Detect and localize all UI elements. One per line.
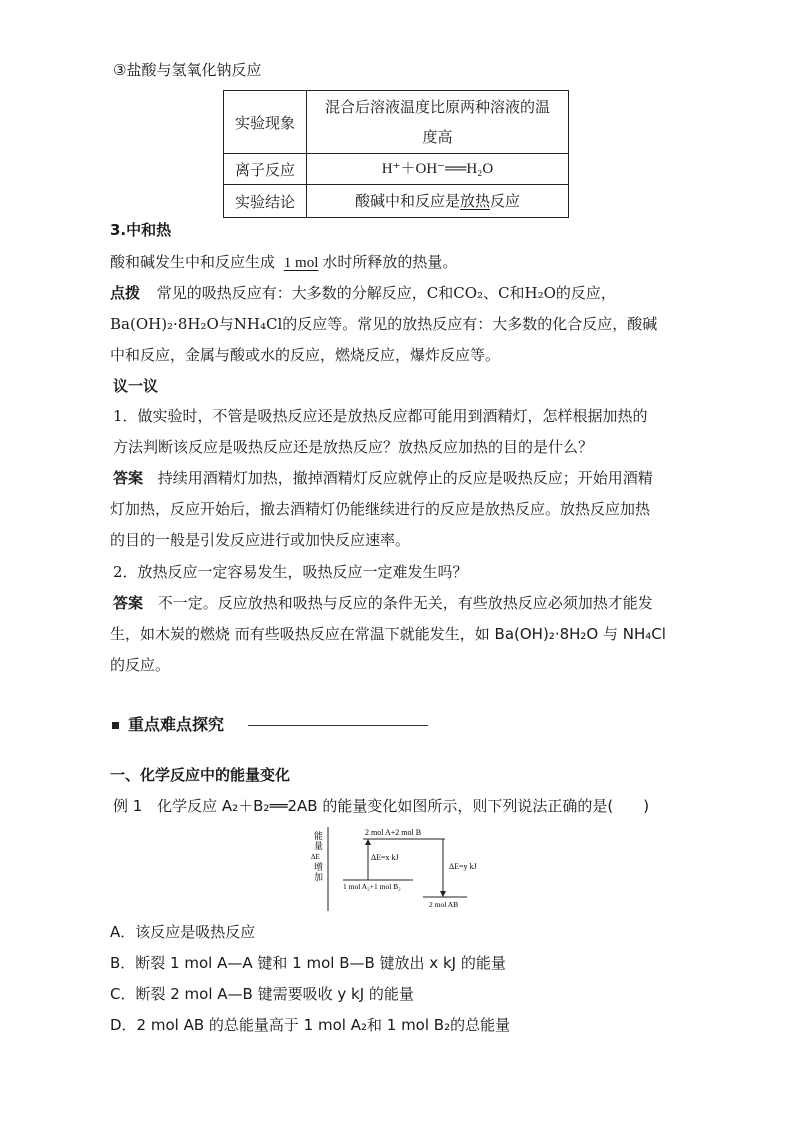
tip-line: Ba(OH)₂·8H₂O与NH₄Cl的反应等。常见的放热反应有：大多数的化合反应，酸碱	[110, 315, 658, 333]
section-title: 重点难点探究	[128, 715, 225, 734]
row-label: 实验现象	[224, 91, 307, 154]
option-d: D．2 mol AB 的总能量高于 1 mol A₂和 1 mol B₂的总能量	[110, 1016, 511, 1034]
axis-label: ΔE	[311, 853, 320, 861]
discuss-heading: 议一议	[113, 377, 159, 395]
row-value	[307, 91, 569, 154]
axis-label: 量	[314, 841, 324, 851]
example-question	[113, 796, 649, 816]
tip-label: 点拨	[110, 284, 141, 302]
example-label: 例 1	[113, 797, 143, 815]
option-c: C．断裂 2 mol A—B 键需要吸收 y kJ 的能量	[110, 985, 414, 1003]
value-suffix: 反应	[490, 192, 521, 210]
answer-line: 的目的一般是引发反应进行或加快反应速率。	[110, 531, 411, 549]
def-prefix: 酸和碱发生中和反应生成	[110, 253, 276, 271]
row-value	[307, 185, 569, 218]
subsection-title: 一、化学反应中的能量变化	[110, 766, 291, 784]
delta-y-label: ΔE=y kJ	[449, 862, 477, 871]
row-value: H⁺＋OH⁻══H₂O	[307, 154, 569, 185]
answer-label: 答案	[113, 469, 144, 487]
def-suffix: 水时所释放的热量。	[322, 253, 458, 271]
tip-line: 中和反应，金属与酸或水的反应，燃烧反应，爆炸反应等。	[110, 346, 501, 364]
def-emph: 1 mol	[283, 255, 319, 271]
answer-line: 的反应。	[110, 656, 171, 674]
tip-text: 常见的吸热反应有：大多数的分解反应，C和CO₂、C和H₂O的反应，	[156, 284, 616, 302]
axis-label: 能	[314, 831, 324, 841]
axis-label: 加	[314, 872, 324, 882]
section-rule	[248, 725, 428, 726]
answer-line	[113, 468, 653, 488]
answer-label: 答案	[113, 594, 144, 612]
question-line: 方法判断该反应是吸热反应还是放热反应？放热反应加热的目的是什么？	[113, 438, 594, 456]
energy-diagram	[305, 825, 495, 915]
option-b: B．断裂 1 mol A—A 键和 1 mol B—B 键放出 x kJ 的能量	[110, 954, 506, 972]
table-row	[224, 91, 569, 154]
axis-label: 增	[314, 862, 324, 872]
level-label-right: 2 mol AB	[429, 900, 459, 909]
answer-text: 持续用酒精灯加热，撤掉酒精灯反应就停止的反应是吸热反应；开始用酒精	[157, 469, 653, 487]
level-label-top: 2 mol A+2 mol B	[365, 828, 422, 837]
option-a: A．该反应是吸热反应	[110, 923, 256, 941]
answer-line: 灯加热，反应开始后，撤去酒精灯仍能继续进行的反应是放热反应。放热反应加热	[110, 500, 651, 518]
table-row	[224, 154, 569, 185]
answer-line	[113, 593, 653, 613]
row-label: 离子反应	[224, 154, 307, 185]
question-line: 2．放热反应一定容易发生，吸热反应一定难发生吗？	[113, 563, 468, 581]
answer-text: 不一定。反应放热和吸热与反应的条件无关，有些放热反应必须加热才能发	[157, 594, 653, 612]
section-square-icon	[112, 722, 119, 729]
intro-item: ③盐酸与氢氧化钠反应	[113, 61, 262, 79]
definition-text	[110, 252, 457, 273]
delta-x-label: ΔE=x kJ	[371, 853, 399, 862]
row-value-line: 度高	[422, 128, 453, 146]
row-value-line: 混合后溶液温度比原两种溶液的温	[324, 98, 550, 116]
experiment-table	[223, 90, 569, 218]
example-text: 化学反应 A₂＋B₂══2AB 的能量变化如图所示，则下列说法正确的是( )	[157, 797, 650, 815]
row-label: 实验结论	[224, 185, 307, 218]
level-label-left: 1 mol A₂+1 mol B₂	[343, 882, 401, 891]
table-row	[224, 185, 569, 218]
tip-line	[110, 283, 616, 303]
answer-line: 生，如木炭的燃烧 而有些吸热反应在常温下就能发生，如 Ba(OH)₂·8H₂O 与 NH₄Cl	[110, 625, 666, 643]
value-prefix: 酸碱中和反应是	[354, 192, 460, 210]
question-line: 1．做实验时，不管是吸热反应还是放热反应都可能用到酒精灯，怎样根据加热的	[113, 407, 648, 425]
value-emph: 放热	[459, 192, 490, 210]
section-heading: 3.中和热	[110, 221, 172, 239]
